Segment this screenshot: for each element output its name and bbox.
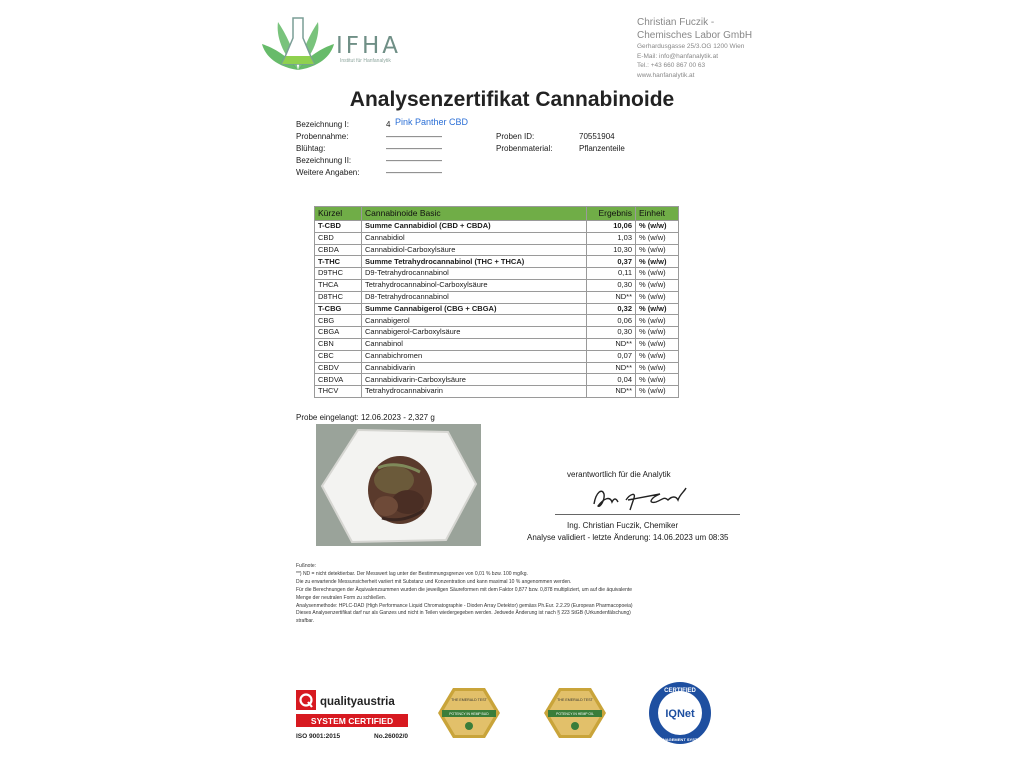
table-row [315,327,679,339]
probennahme-label: Probennahme: [296,132,349,141]
cell-einheit: % (w/w) [636,315,679,327]
cell-einheit: % (w/w) [636,291,679,303]
document-title: Analysenzertifikat Cannabinoide [349,88,675,111]
cell-ergebnis: 10,06 [587,221,636,233]
cell-einheit: % (w/w) [636,244,679,256]
bezeichnung2-label: Bezeichnung II: [296,156,352,165]
cell-ergebnis: ND** [587,338,636,350]
cell-kuerzel: CBDV [315,362,362,374]
qa-certified: SYSTEM CERTIFIED [310,716,394,726]
table-row [315,303,679,315]
col-cannabinoide: Cannabinoide Basic [362,207,587,221]
qa-number: No.26002/0 [374,733,408,740]
cell-kuerzel: D9THC [315,268,362,280]
lab-address: Gerhardusgasse 25/3.OG 1200 Wien [637,43,745,50]
lab-email: E-Mail: info@hanfanalytik.at [637,52,719,60]
cell-kuerzel: T-CBD [315,221,362,233]
table-row [315,279,679,291]
cell-cannabinoid: D9-Tetrahydrocannabinol [362,268,587,280]
cell-cannabinoid: Cannabichromen [362,350,587,362]
footnote [296,563,736,626]
cell-kuerzel: CBG [315,315,362,327]
weitere-angaben-value: ——————— [386,168,442,177]
footnote-line: Für die Berechnungen der Äquivalenzsummen wurden die jeweiligen Säureformen mit dem Faktor 0,877 bzw. 0,878 multipliziert, um auf die äquivalente [296,586,633,593]
cell-einheit: % (w/w) [636,232,679,244]
ifha-logo-icon [262,14,334,76]
bluehtag-label: Blühtag: [296,144,326,153]
cell-einheit: % (w/w) [636,362,679,374]
bezeichnung1-label: Bezeichnung I: [296,120,349,129]
cell-ergebnis: ND** [587,291,636,303]
cell-cannabinoid: Summe Cannabigerol (CBG + CBGA) [362,303,587,315]
cell-cannabinoid: Cannabidiol [362,232,587,244]
cell-cannabinoid: Summe Cannabidiol (CBD + CBDA) [362,221,587,233]
cell-cannabinoid: Cannabigerol [362,315,587,327]
bezeichnung2-value: ——————— [386,156,442,165]
cell-einheit: % (w/w) [636,386,679,398]
footnote-line: **) ND = nicht detektierbar. Der Messwert lag unter der Bestimmungsgrenze von 0,01 % bzw. 100 mg/kg. [296,570,528,577]
cell-cannabinoid: Tetrahydrocannabivarin [362,386,587,398]
cell-kuerzel: CBGA [315,327,362,339]
cell-cannabinoid: Tetrahydrocannabinol-Carboxylsäure [362,279,587,291]
lab-web: www.hanfanalytik.at [637,71,695,79]
qa-brand: qualityaustria [320,696,395,708]
cell-einheit: % (w/w) [636,256,679,268]
sample-received: Probe eingelangt: 12.06.2023 - 2,327 g [296,413,435,422]
footnote-line: strafbar. [296,618,315,625]
proben-id-value: 70551904 [579,132,615,141]
signature-name: Ing. Christian Fuczik, Chemiker [567,521,679,530]
cell-cannabinoid: Cannabigerol-Carboxylsäure [362,327,587,339]
validation-date: Analyse validiert - letzte Änderung: 14.06.2023 um 08:35 [527,533,729,542]
col-einheit: Einheit [636,207,679,221]
cell-cannabinoid: Cannabidivarin-Carboxylsäure [362,374,587,386]
footnote-line: Dieses Analysenzertifikat darf nur als Ganzes und nicht in Teilen wiedergegeben werden. Jedwede Änderung ist nach § 223 StGB (Urkundenfälschung) [296,610,631,617]
table-row [315,221,679,233]
footnote-line: Die zu erwartende Messunsicherheit variiert mit Substanz und Konzentration und kann maximal 10 % angenommen werden. [296,578,572,585]
cell-cannabinoid: Summe Tetrahydrocannabinol (THC + THCA) [362,256,587,268]
table-row [315,374,679,386]
col-ergebnis: Ergebnis [587,207,636,221]
table-row [315,291,679,303]
cell-einheit: % (w/w) [636,268,679,280]
cell-ergebnis: 0,07 [587,350,636,362]
cell-einheit: % (w/w) [636,279,679,291]
cell-kuerzel: CBDA [315,244,362,256]
table-header-row [315,207,679,221]
cell-kuerzel: CBN [315,338,362,350]
cell-ergebnis: 0,30 [587,279,636,291]
cell-einheit: % (w/w) [636,350,679,362]
cell-ergebnis: ND** [587,386,636,398]
cell-cannabinoid: D8-Tetrahydrocannabinol [362,291,587,303]
table-row [315,244,679,256]
bluehtag-value: ——————— [386,144,442,153]
signature-line [555,514,740,515]
cell-einheit: % (w/w) [636,221,679,233]
footnote-heading: Fußnote: [296,563,317,569]
handwritten-signature-icon [590,484,690,512]
cell-einheit: % (w/w) [636,327,679,339]
cell-ergebnis: 0,37 [587,256,636,268]
table-row [315,350,679,362]
emerald-1-title: THE EMERALD TEST [451,698,487,702]
emerald-2-band: POTENCY IN HEMP OIL [556,712,594,716]
cell-kuerzel: THCA [315,279,362,291]
cell-kuerzel: CBC [315,350,362,362]
lab-name-line1: Christian Fuczik - [637,17,715,28]
cell-kuerzel: THCV [315,386,362,398]
lab-phone: Tel.: +43 660 867 00 63 [637,62,706,69]
weitere-angaben-label: Weitere Angaben: [296,168,360,177]
iqnet-top: CERTIFIED [664,688,696,694]
table-row [315,256,679,268]
cell-ergebnis: 1,03 [587,232,636,244]
cell-cannabinoid: Cannabidivarin [362,362,587,374]
cell-kuerzel: CBDVA [315,374,362,386]
cell-kuerzel: T-THC [315,256,362,268]
probenmaterial-value: Pflanzenteile [579,144,625,153]
col-kuerzel: Kürzel [315,207,362,221]
table-row [315,338,679,350]
cell-ergebnis: 0,11 [587,268,636,280]
cell-ergebnis: 0,32 [587,303,636,315]
table-row [315,232,679,244]
cannabinoid-results-table [314,206,679,398]
cell-ergebnis: 0,04 [587,374,636,386]
emerald-2-title: THE EMERALD TEST [557,698,593,702]
table-row [315,315,679,327]
cell-cannabinoid: Cannabidiol-Carboxylsäure [362,244,587,256]
qa-iso: ISO 9001:2015 [296,733,341,740]
quality-austria-badge [296,688,411,743]
table-row [315,362,679,374]
iqnet-mid: IQNet [665,708,695,720]
cell-ergebnis: 0,30 [587,327,636,339]
bezeichnung1-value: Pink Panther CBD [395,117,469,127]
probennahme-value: ——————— [386,132,442,141]
cell-einheit: % (w/w) [636,303,679,315]
sample-photo [316,424,481,546]
cell-kuerzel: CBD [315,232,362,244]
lab-name-line2: Chemisches Labor GmbH [637,30,753,41]
footnote-line: Analysenmethode: HPLC-DAD (High Performance Liquid Chromatographie - Dioden Array Detektor) gemäss Ph.Eur. 2.2.29 (European Pharmacopoeia) [296,602,633,609]
cell-ergebnis: 0,06 [587,315,636,327]
emerald-test-oil-badge [543,687,607,739]
signature-title: verantwortlich für die Analytik [567,470,671,479]
table-row [315,386,679,398]
iqnet-bottom: MANAGEMENT SYSTEM [656,737,704,742]
cell-cannabinoid: Cannabinol [362,338,587,350]
table-row [315,268,679,280]
emerald-test-bud-badge [437,687,501,739]
iqnet-certified-badge [648,681,712,745]
footnote-line: Menge der neutralen Form zu schließen. [296,594,387,601]
cell-einheit: % (w/w) [636,374,679,386]
proben-id-label: Proben ID: [496,132,535,141]
bezeichnung1-num: 4 [386,120,391,129]
lab-address-block [637,16,837,80]
cell-ergebnis: 10,30 [587,244,636,256]
logo-text: IFHA [336,33,402,59]
emerald-1-band: POTENCY IN HEMP BUD [449,712,489,716]
probenmaterial-label: Probenmaterial: [496,144,553,153]
cell-einheit: % (w/w) [636,338,679,350]
cell-kuerzel: D8THC [315,291,362,303]
cell-kuerzel: T-CBG [315,303,362,315]
cell-ergebnis: ND** [587,362,636,374]
logo-subtitle: Institut für Hanfanalytik [340,58,391,64]
